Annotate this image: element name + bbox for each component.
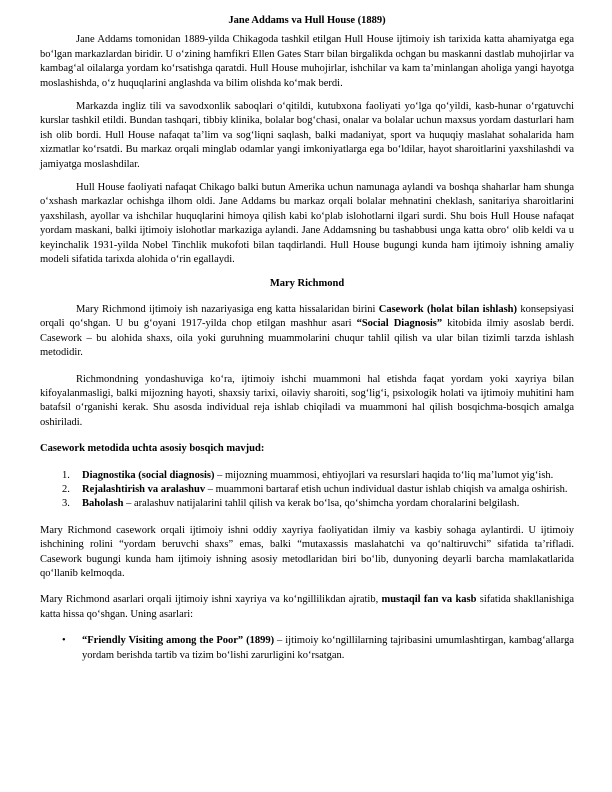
steps-heading: Casework metodida uchta asosiy bosqich mavjud: — [40, 443, 265, 455]
text: kitobida ilmiy asoslab berdi. Casework – bu alohida shaxs, oila yoki guruhning muammolarini chuqur tahlil qilish va ular bilan tizimli tarzda ishlash metodidir. — [40, 318, 574, 359]
section-title-mary-richmond: Mary Richmond — [269, 277, 345, 289]
list-item — [62, 497, 574, 511]
step-term: Baholash — [82, 498, 124, 510]
step-desc: – aralashuv natijalarini tahlil qilish va kerak bo‘lsa, qo‘shimcha yordam choralarini belgilash. — [123, 498, 520, 510]
list-item — [62, 469, 574, 483]
text: Mary Richmond asarlari orqali ijtimoiy ishni xayriya va ko‘ngillilikdan ajratib, — [40, 594, 382, 606]
step-term: Rejalashtirish va aralashuv — [82, 483, 206, 495]
step-desc: – mijozning muammosi, ehtiyojlari va resurslari haqida to‘liq ma’lumot yig‘ish. — [214, 469, 554, 481]
paragraph-hull-house-3: Hull House faoliyati nafaqat Chikago balki butun Amerika uchun namunaga aylandi va boshqa shaharlar ham shunga o‘xshash markazlar ochishga ilhom oldi. Jane Addams bu markaz orqali bolalar mehnatini cheklash, sanitariya sharoitlarini yaxshilash, ayollar va ishchilar huquqlarini himoya qilish kabi ko‘plab islohotlarni ilgari surdi. Shu bois Hull House nafaqat yordam maskani, balki ijtimoiy islohotlar markaziga aylandi. Jane Addamsning bu tashabbusi unga katta obro‘ olib keldi va u keyinchalik 1931-yilda Nobel Tinchlik mukofoti bilan taqdirlandi. Hull House bugungi kunda ham ijtimoiy ishning amaliy modeli sifatida tarixda alohida o‘rin egallaydi. — [40, 182, 574, 266]
list-item — [62, 483, 574, 497]
paragraph-hull-house-1: Jane Addams tomonidan 1889-yilda Chikagoda tashkil etilgan Hull House ijtimoiy ish tarixida katta ahamiyatga ega bo‘lgan markazlardan biridir. U o‘zining hamfikri Ellen Gates Starr bilan birgalikda ochgan bu maskanni dastlab muhojirlar va kambag‘al oilalarga yordam ko‘rsatishga qaratdi. Hull House muhojirlar, ishchilar va kam ta’minlangan aholiga yangi hayotga moslashishda, o‘z huquqlarini anglashda va bilim olishda ko‘mak berdi. — [40, 34, 574, 89]
works-list — [40, 634, 574, 663]
bold-term-independent-field: mustaqil fan va kasb — [381, 594, 477, 606]
list-number: 2. — [62, 483, 70, 495]
text: konsepsiyasi orqali qo‘shgan. U bu g‘oyani 1917-yilda chop etilgan mashhur asari — [40, 303, 575, 330]
step-term: Diagnostika (social diagnosis) — [82, 469, 215, 481]
work-title: “Friendly Visiting among the Poor” (1899) — [82, 635, 275, 647]
list-number: 3. — [62, 498, 70, 510]
paragraph-richmond-4 — [40, 593, 574, 622]
paragraph-richmond-3: Mary Richmond casework orqali ijtimoiy ishni oddiy xayriya faoliyatidan ilmiy va kasbiy sohaga aylantirdi. U ijtimoiy ishchining rolini “yordam beruvchi shaxs” emas, balki “mutaxassis maslahatchi va qo‘naltiruvchi” sifatida ta’rifladi. Casework bugungi kunda ham ijtimoiy ishning asosiy metodlaridan biri bo‘lib, dunyoning deyarli barcha mamlakatlarida qo‘llanib kelmoqda. — [40, 524, 574, 579]
text: sifatida shakllanishiga katta hissa qo‘shgan. Uning asarlari: — [40, 594, 574, 620]
text: Mary Richmond ijtimoiy ish nazariyasiga eng katta hissalaridan birini — [76, 303, 379, 315]
section-title-hull-house: Jane Addams va Hull House (1889) — [228, 15, 386, 26]
work-desc: – ijtimoiy ko‘ngillilarning tajribasini umumlashtirgan, kambag‘allarga yordam berishda tartib va tizim bo‘lishi zarurligini ko‘rsatgan. — [82, 635, 574, 661]
bold-term-casework: Casework (holat bilan ishlash) — [378, 303, 518, 315]
paragraph-richmond-2: Richmondning yondashuviga ko‘ra, ijtimoiy ishchi muammoni hal etishda faqat yordam yoki xayriya bilan kifoyalanmasligi, balki mijozning hayoti, shaxsiy tarixi, oilaviy sharoiti, sog‘lig‘i, psixologik holati va ijtimoiy muhitini ham batafsil o‘rganishi kerak. Shu asosda individual reja ishlab chiqiladi va muammoni hal qilish bosqichma-bosqich amalga oshiriladi. — [40, 373, 574, 428]
list-number: 1. — [62, 469, 70, 481]
steps-list — [40, 469, 574, 512]
list-item — [62, 634, 574, 663]
step-desc: – muammoni bartaraf etish uchun individual dastur ishlab chiqish va amalga oshirish. — [205, 483, 568, 495]
bold-term-social-diagnosis: “Social Diagnosis” — [356, 318, 443, 330]
paragraph-hull-house-2: Markazda ingliz tili va savodxonlik saboqlari o‘qitildi, kutubxona faoliyati yo‘lga qo‘yildi, kasb-hunar o‘rgatuvchi kurslar tashkil etildi. Bundan tashqari, tibbiy klinika, bolalar bog‘chasi, onalar va bolalar uchun maxsus yordam dasturlari ham ish olib bordi. Hull House nafaqat ta’lim va sog‘liqni saqlash, balki madaniyat, sport va huquqiy maslahat sohalarida ham xizmatlar ko‘rsatdi. Bu markaz orqali minglab odamlar yangi imkoniyatlarga ega bo‘ldilar, hayot sharoitlarini yaxshilashdi va jamiyatga moslashdilar. — [40, 101, 574, 170]
paragraph-richmond-1 — [40, 303, 574, 361]
bullet-icon: • — [62, 635, 66, 647]
